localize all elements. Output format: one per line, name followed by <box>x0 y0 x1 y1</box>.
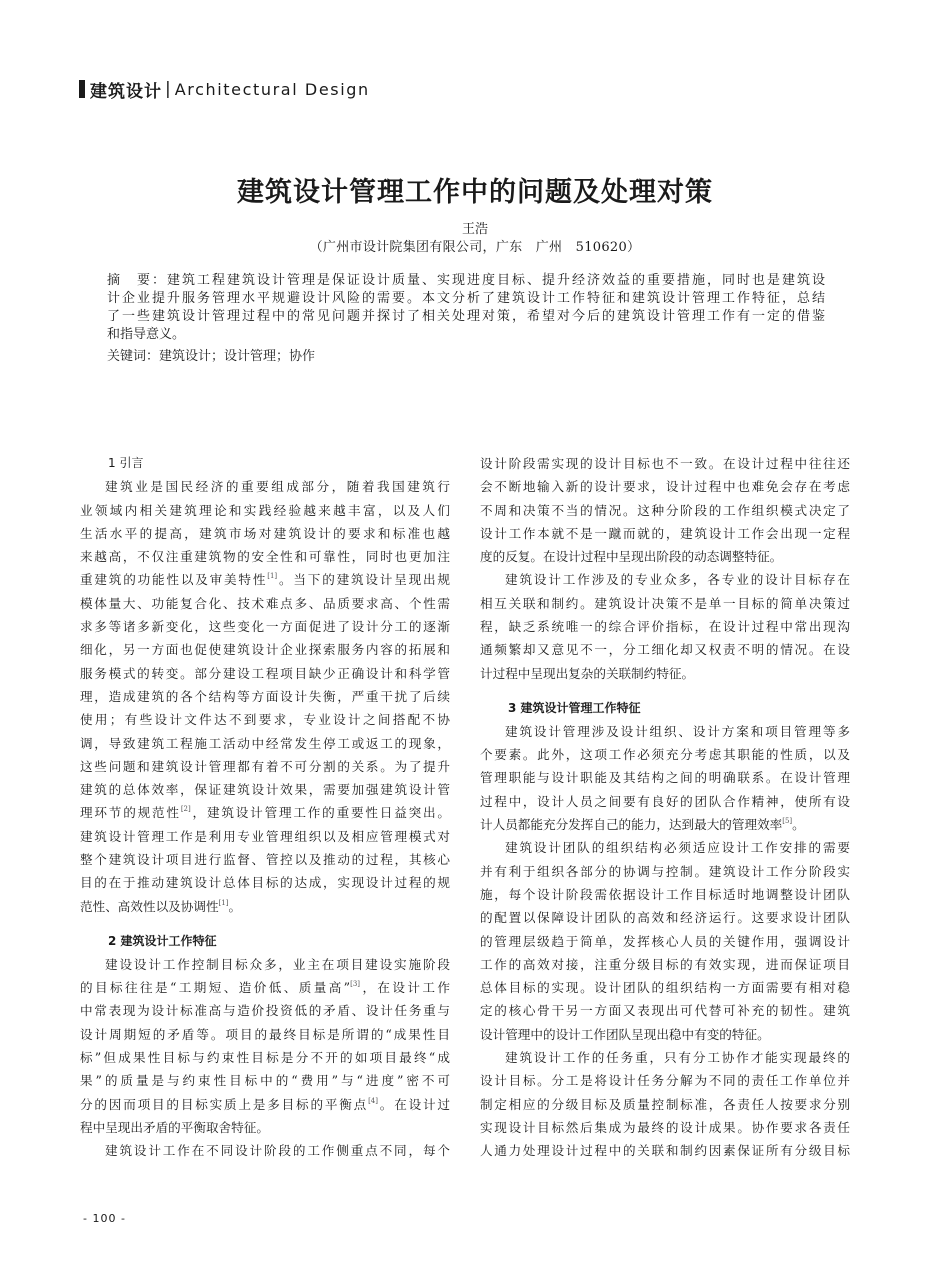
text-run: 重建筑的功能性以及审美特性 <box>80 572 268 588</box>
abstract-line: 了一些建筑设计管理过程中的常见问题并探讨了相关处理对策，希望对今后的建筑设计管理工作有一定的借鉴 <box>107 309 825 324</box>
text-line: 建筑设计管理工作是利用专业管理组织以及相应管理模式对 <box>80 828 450 844</box>
section-heading: 3 建筑设计管理工作特征 <box>508 700 641 715</box>
text-line: 的配置以保障设计团队的高效和经济运行。这要求设计团队 <box>480 910 850 926</box>
text-line: 建筑设计工作在不同设计阶段的工作侧重点不同，每个 <box>105 1143 450 1159</box>
text-line: 通频繁却又意见不一，分工细化却又权责不明的情况。在设 <box>480 642 850 658</box>
text-line: 个要素。此外，这项工作必须充分考虑其职能的性质，以及 <box>480 747 850 763</box>
text-line: 来越高，不仅注重建筑物的安全性和可靠性，同时也更加注 <box>80 549 450 565</box>
text-line: 设计目标。分工是将设计任务分解为不同的责任工作单位并 <box>480 1073 850 1089</box>
text-line: 建筑设计管理涉及设计组织、设计方案和项目管理等多 <box>505 723 850 739</box>
text-run: 计人员都能充分发挥自己的能力，达到最大的管理效率 <box>480 817 783 833</box>
text-run: 的目标往往是“工期短、造价低、质量高” <box>80 980 351 996</box>
text-line: 标”但成果性目标与约束性目标是分不开的如项目最终“成 <box>80 1050 450 1066</box>
text-line: 程中呈现出矛盾的平衡取舍特征。 <box>80 1119 269 1135</box>
text-line: 模体量大、功能复合化、技术难点多、品质要求高、个性需 <box>80 595 450 611</box>
text-line: 建筑业是国民经济的重要组成部分，随着我国建筑行 <box>105 479 450 495</box>
text-line <box>80 1093 450 1116</box>
text-line: 建筑设计工作涉及的专业众多，各专业的设计目标存在 <box>505 572 850 588</box>
text-line: 细化，另一方面也促使建筑设计企业探索服务内容的拓展和 <box>80 642 450 658</box>
text-line: 总体目标的实现。设计团队的组织结构一方面需要有相对稳 <box>480 980 850 996</box>
text-line: 施，每个设计阶段需依据设计工作目标适时地调整设计团队 <box>480 886 850 902</box>
text-line: 度的反复。在设计过程中呈现出阶段的动态调整特征。 <box>480 549 783 565</box>
text-line: 的管理层级趋于简单，发挥核心人员的关键作用，强调设计 <box>480 933 850 949</box>
text-run: 理环节的规范性 <box>80 805 181 821</box>
text-line: 建筑设计团队的组织结构必须适应设计工作安排的需要 <box>505 840 850 856</box>
author-name: 王浩 <box>461 222 488 237</box>
article-title: 建筑设计管理工作中的问题及处理对策 <box>237 177 713 208</box>
text-line <box>80 801 450 824</box>
text-line: 相互关联和制约。建筑设计决策不是单一目标的简单决策过 <box>480 595 850 611</box>
text-line: 不周和决策不当的情况。这种分阶段的工作组织模式决定了 <box>480 502 850 518</box>
text-line: 整个建筑设计项目进行监督、管控以及推动的过程，其核心 <box>80 852 450 868</box>
text-line: 设计周期短的矛盾等。项目的最终目标是所谓的“成果性目 <box>80 1026 450 1042</box>
text-line: 果”的质量是与约束性目标中的“费用”与“进度”密不可 <box>80 1073 450 1089</box>
citation-ref: [5] <box>782 817 793 826</box>
page-number: - 100 - <box>83 1212 126 1225</box>
section-label-zh: 建筑设计 <box>90 81 162 102</box>
citation-ref: [1] <box>218 898 229 907</box>
text-line: 程，缺乏系统唯一的综合评价指标，在设计过程中常出现沟 <box>480 619 850 635</box>
text-line: 这些问题和建筑设计管理都有着不可分割的关系。为了提升 <box>80 758 450 774</box>
text-line: 并有利于组织各部分的协调与控制。建筑设计工作分阶段实 <box>480 863 850 879</box>
section-separator: | <box>165 79 171 99</box>
text-line: 建筑的总体效率，保证建筑设计效果，需要加强建筑设计管 <box>80 782 450 798</box>
text-line: 设计管理中的设计工作团队呈现出稳中有变的特征。 <box>480 1026 770 1042</box>
section-heading: 2 建筑设计工作特征 <box>108 933 217 948</box>
text-line <box>80 895 450 918</box>
text-line <box>80 568 450 591</box>
text-line: 使用；有些设计文件达不到要求，专业设计之间搭配不协 <box>80 712 450 728</box>
text-line: 建筑设计工作的任务重，只有分工协作才能实现最终的 <box>505 1050 850 1066</box>
section-header <box>79 78 370 100</box>
section-heading: 1 引言 <box>108 456 144 470</box>
text-line: 会不断地输入新的设计要求，设计过程中也难免会存在考虑 <box>480 479 850 495</box>
text-line: 建设设计工作控制目标众多，业主在项目建设实施阶段 <box>105 956 450 972</box>
text-line: 计过程中呈现出复杂的关联制约特征。 <box>480 665 695 681</box>
citation-ref: [2] <box>180 805 191 814</box>
left-column <box>80 452 450 1163</box>
text-line: 设计工作本就不是一蹴而就的，建筑设计工作会出现一定程 <box>480 525 850 541</box>
section-marker-bar <box>79 80 85 98</box>
right-column <box>480 452 850 1163</box>
citation-ref: [1] <box>267 572 278 581</box>
text-line: 人通力处理设计过程中的关联和制约因素保证所有分级目标 <box>480 1143 850 1159</box>
text-line: 中常表现为设计标准高与造价投资低的矛盾、设计任务重与 <box>80 1003 450 1019</box>
text-line: 工作的高效对接，注重分级目标的有效实现，进而保证项目 <box>480 956 850 972</box>
citation-ref: [4] <box>368 1096 378 1105</box>
section-label-en: Architectural Design <box>174 79 370 99</box>
abstract <box>107 272 825 344</box>
text-line: 调，导致建筑工程施工活动中经常发生停工或返工的现象， <box>80 735 450 751</box>
text-line: 服务模式的转变。部分建设工程项目缺少正确设计和科学管 <box>80 665 450 681</box>
text-line: 过程中，设计人员之间要有良好的团队合作精神，使所有设 <box>480 793 850 809</box>
text-run: 。当下的建筑设计呈现出规 <box>277 572 451 588</box>
keywords: 关键词：建筑设计；设计管理；协作 <box>107 349 316 364</box>
text-line <box>480 813 850 836</box>
author-affiliation: （广州市设计院集团有限公司，广东 广州 510620） <box>309 240 641 255</box>
text-line: 实现设计目标然后集成为最终的设计成果。协作要求各责任 <box>480 1119 850 1135</box>
text-run: 。在设计过 <box>377 1096 451 1112</box>
abstract-line: 摘 要：建筑工程建筑设计管理是保证设计质量、实现进度目标、提升经济效益的重要措施，同时也是建筑设 <box>107 273 825 288</box>
text-line: 目的在于推动建筑设计总体目标的达成，实现设计过程的规 <box>80 875 450 891</box>
text-line: 理，造成建筑的各个结构等方面设计失衡，严重干扰了后续 <box>80 688 450 704</box>
text-run: ，在设计工作 <box>360 980 450 996</box>
text-run: ，建筑设计管理工作的重要性日益突出。 <box>190 805 451 821</box>
text-line: 管理职能与设计职能及其结构之间的明确联系。在设计管理 <box>480 770 850 786</box>
text-line: 求多等诸多新变化，这些变化一方面促进了设计分工的逐渐 <box>80 619 450 635</box>
text-run: 。 <box>792 817 805 833</box>
citation-ref: [3] <box>350 980 361 989</box>
abstract-line: 和指导意义。 <box>107 327 186 342</box>
text-line <box>80 976 450 999</box>
text-line: 设计阶段需实现的设计目标也不一致。在设计过程中往往还 <box>480 456 850 471</box>
text-run: 范性、高效性以及协调性 <box>80 898 219 914</box>
text-run: 。 <box>228 898 242 914</box>
text-line: 制定相应的分级目标及质量控制标准，各责任人按要求分别 <box>480 1096 850 1112</box>
text-line: 生活水平的提高，建筑市场对建筑设计的要求和标准也越 <box>80 525 450 541</box>
abstract-line: 计企业提升服务管理水平规避设计风险的需要。本文分析了建筑设计工作特征和建筑设计管理工作特征，总结 <box>107 291 825 306</box>
text-line: 业领域内相关建筑理论和实践经验越来越丰富，以及人们 <box>80 502 450 518</box>
text-run: 分的因而项目的目标实质上是多目标的平衡点 <box>80 1096 369 1112</box>
text-line: 定的核心骨干另一方面又表现出可代替可补充的韧性。建筑 <box>480 1003 850 1019</box>
